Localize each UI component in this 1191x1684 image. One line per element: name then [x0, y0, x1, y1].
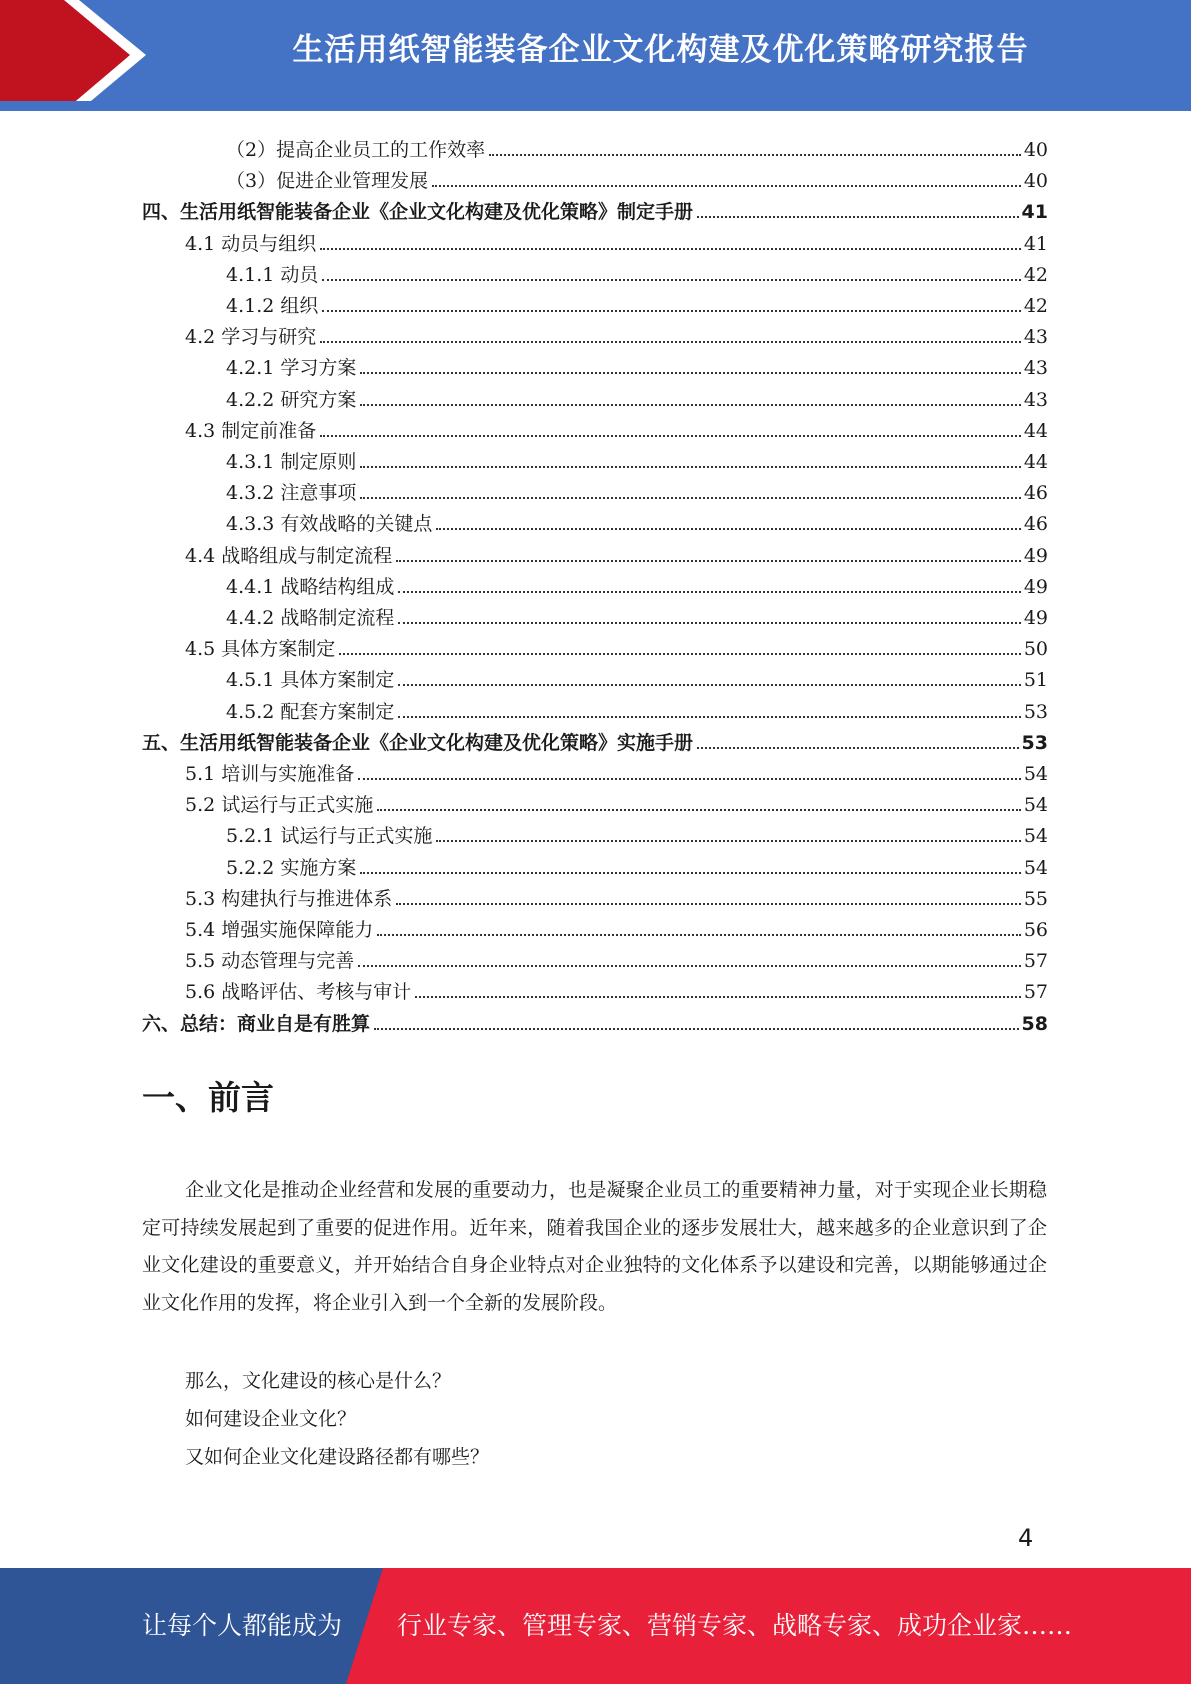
toc-entry-title: 4.1.1 动员: [226, 263, 319, 286]
toc-entry[interactable]: [226, 130, 1048, 161]
toc-entry[interactable]: [185, 972, 1048, 1003]
toc-entry[interactable]: [226, 473, 1048, 504]
toc-entry-title: 5.4 增强实施保障能力: [185, 919, 374, 941]
toc-leader-dots: [360, 404, 1020, 406]
toc-entry-page: 57: [1023, 981, 1048, 1004]
toc-entry-title: 4.1.2 组织: [226, 295, 319, 317]
toc-entry[interactable]: [185, 224, 1048, 255]
toc-entry[interactable]: [226, 380, 1048, 411]
toc-entry-page: 50: [1023, 638, 1048, 661]
toc-entry[interactable]: [185, 536, 1048, 567]
toc-entry-title: 5.6 战略评估、考核与审计: [185, 981, 412, 1004]
toc-entry[interactable]: [226, 161, 1048, 192]
toc-entry-title: 4.2 学习与研究: [185, 326, 317, 349]
toc-entry-page: 40: [1023, 170, 1048, 193]
toc-leader-dots: [320, 341, 1021, 343]
toc-entry-title: 4.4.1 战略结构组成: [226, 575, 395, 598]
toc-leader-dots: [489, 154, 1021, 156]
toc-entry-page: 51: [1023, 669, 1048, 692]
toc-leader-dots: [396, 560, 1021, 562]
toc-entry-page: 54: [1023, 825, 1048, 848]
toc-entry[interactable]: [226, 660, 1048, 691]
toc-entry-page: 55: [1023, 887, 1048, 910]
toc-entry-title: 5.1 培训与实施准备: [185, 763, 355, 785]
toc-leader-dots: [360, 872, 1020, 874]
toc-entry[interactable]: [226, 598, 1048, 629]
toc-entry[interactable]: [185, 411, 1048, 442]
toc-entry-page: 57: [1023, 950, 1048, 973]
toc-entry[interactable]: [226, 816, 1048, 847]
toc-entry[interactable]: [226, 504, 1048, 535]
toc-entry[interactable]: [226, 255, 1048, 286]
toc-entry-page: 43: [1023, 388, 1048, 411]
toc-entry[interactable]: [185, 754, 1048, 785]
toc-leader-dots: [697, 747, 1019, 749]
toc-leader-dots: [398, 622, 1020, 624]
toc-entry-title: 5.2 试运行与正式实施: [185, 794, 374, 817]
toc-leader-dots: [374, 1028, 1019, 1030]
toc-leader-dots: [377, 934, 1021, 936]
report-title: 生活用纸智能装备企业文化构建及优化策略研究报告: [292, 32, 1029, 68]
toc-entry-page: 54: [1023, 856, 1048, 879]
toc-entry-title: 5.2.1 试运行与正式实施: [226, 825, 433, 848]
toc-entry-page: 54: [1023, 763, 1048, 785]
toc-entry[interactable]: [226, 348, 1048, 379]
toc-leader-dots: [398, 684, 1020, 686]
toc-entry[interactable]: [226, 848, 1048, 879]
toc-leader-dots: [360, 372, 1020, 374]
toc-leader-dots: [322, 279, 1020, 281]
toc-entry-page: 54: [1023, 794, 1048, 817]
toc-leader-dots: [358, 965, 1021, 967]
toc-entry-title: 4.1 动员与组织: [185, 232, 317, 255]
toc-entry-title: 4.3.1 制定原则: [226, 451, 357, 473]
toc-entry-page: 49: [1023, 575, 1048, 598]
toc-entry-page: 49: [1023, 544, 1048, 567]
page-footer: [0, 1568, 1191, 1684]
toc-entry-page: 46: [1023, 482, 1048, 505]
toc-leader-dots: [358, 778, 1021, 780]
toc-entry-page: 49: [1023, 607, 1048, 629]
toc-entry-title: 4.2.1 学习方案: [226, 357, 357, 380]
toc-leader-dots: [398, 716, 1020, 718]
toc-entry-title: 4.5.2 配套方案制定: [226, 700, 395, 723]
toc-entry-page: 40: [1023, 139, 1048, 161]
toc-entry-title: 4.4 战略组成与制定流程: [185, 544, 393, 567]
toc-leader-dots: [398, 591, 1020, 593]
toc-entry[interactable]: [185, 629, 1048, 660]
toc-entry-title: 六、总结：商业自是有胜算: [142, 1012, 371, 1035]
toc-entry-title: 五、生活用纸智能装备企业《企业文化构建及优化策略》实施手册: [142, 731, 694, 754]
toc-entry[interactable]: [185, 941, 1048, 972]
toc-entry-title: 4.3.2 注意事项: [226, 482, 357, 505]
question-line: 如何建设企业文化？: [185, 1408, 357, 1430]
section-heading: 一、前言: [142, 1078, 274, 1117]
toc-entry-page: 43: [1023, 326, 1048, 349]
toc-entry[interactable]: [142, 723, 1048, 754]
toc-entry[interactable]: [226, 567, 1048, 598]
question-line: 又如何企业文化建设路径都有哪些？: [185, 1446, 490, 1468]
toc-entry-page: 58: [1021, 1012, 1048, 1035]
toc-entry[interactable]: [185, 785, 1048, 816]
toc-leader-dots: [396, 903, 1021, 905]
toc-leader-dots: [377, 809, 1021, 811]
toc-entry-page: 44: [1023, 451, 1048, 473]
toc-entry-title: （3）促进企业管理发展: [226, 170, 429, 193]
toc-entry[interactable]: [226, 692, 1048, 723]
intro-paragraph: 企业文化是推动企业经营和发展的重要动力，也是凝聚企业员工的重要精神力量，对于实现企业长期稳定可持续发展起到了重要的促进作用。近年来，随着我国企业的逐步发展壮大，越来越多的企业意识到了企业文化建设的重要意义，并开始结合自身企业特点对企业独特的文化体系予以建设和完善，以期能够通过企业文化作用的发挥，将企业引入到一个全新的发展阶段。: [142, 1179, 1047, 1314]
toc-entry-title: 5.3 构建执行与推进体系: [185, 887, 393, 910]
toc-entry-title: 4.3 制定前准备: [185, 419, 317, 442]
toc-entry-page: 41: [1021, 201, 1048, 224]
toc-entry-page: 41: [1023, 232, 1048, 255]
toc-leader-dots: [322, 310, 1020, 312]
toc-entry-page: 53: [1021, 731, 1048, 754]
toc-entry-title: 4.5.1 具体方案制定: [226, 669, 395, 692]
toc-entry-title: 4.2.2 研究方案: [226, 388, 357, 411]
toc-leader-dots: [436, 528, 1020, 530]
toc-entry-page: 42: [1023, 295, 1048, 317]
toc-entry-page: 46: [1023, 513, 1048, 536]
toc-leader-dots: [360, 497, 1020, 499]
toc-leader-dots: [360, 466, 1020, 468]
toc-entry-title: 4.3.3 有效战略的关键点: [226, 513, 433, 536]
toc-leader-dots: [415, 996, 1021, 998]
toc-entry[interactable]: [185, 910, 1048, 941]
toc-leader-dots: [432, 185, 1021, 187]
question-line: 那么，文化建设的核心是什么？: [185, 1370, 452, 1392]
toc-entry-title: 四、生活用纸智能装备企业《企业文化构建及优化策略》制定手册: [142, 201, 694, 224]
toc-entry[interactable]: [142, 1004, 1048, 1035]
toc-entry[interactable]: [226, 286, 1048, 317]
toc-entry[interactable]: [226, 442, 1048, 473]
toc-entry-title: 5.2.2 实施方案: [226, 856, 357, 879]
toc-leader-dots: [697, 216, 1019, 218]
toc-entry[interactable]: [185, 879, 1048, 910]
toc-entry-page: 56: [1023, 919, 1048, 941]
toc-entry[interactable]: [142, 192, 1048, 223]
page-header: [0, 0, 1191, 111]
toc-entry-page: 53: [1023, 700, 1048, 723]
footer-slogan-right: 行业专家、管理专家、营销专家、战略专家、成功企业家……: [397, 1611, 1073, 1640]
footer-slogan-left: 让每个人都能成为: [142, 1611, 343, 1640]
toc-entry[interactable]: [185, 317, 1048, 348]
page-number: 4: [1018, 1524, 1034, 1552]
toc-entry-page: 44: [1023, 419, 1048, 442]
toc-entry-page: 43: [1023, 357, 1048, 380]
toc-entry-title: 4.5 具体方案制定: [185, 638, 336, 661]
toc-leader-dots: [320, 435, 1021, 437]
toc-entry-title: 5.5 动态管理与完善: [185, 950, 355, 973]
toc-leader-dots: [436, 840, 1020, 842]
toc-entry-title: （2）提高企业员工的工作效率: [226, 139, 486, 161]
toc-leader-dots: [320, 248, 1021, 250]
toc-leader-dots: [339, 653, 1021, 655]
toc-entry-page: 42: [1023, 263, 1048, 286]
toc-entry-title: 4.4.2 战略制定流程: [226, 607, 395, 629]
